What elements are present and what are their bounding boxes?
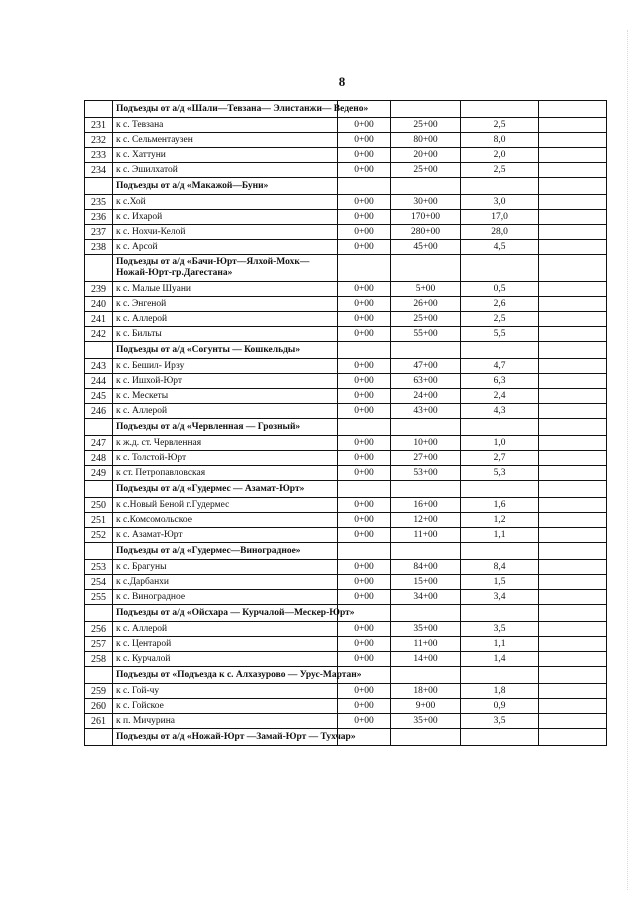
row-number xyxy=(85,729,113,746)
row-number: 241 xyxy=(85,312,113,327)
length-km xyxy=(461,178,539,195)
row-number xyxy=(85,342,113,359)
section-title: Подъезды от а/д «Бачи-Юрт—Ялхой-Мохк—Ножай-Юрт-гр.Дагестана» xyxy=(113,255,338,282)
scan-edge-marks xyxy=(627,30,634,890)
row-number: 234 xyxy=(85,163,113,178)
start-km: 0+00 xyxy=(338,652,391,667)
length-km: 1,8 xyxy=(461,684,539,699)
section-row xyxy=(85,543,607,560)
extra-cell xyxy=(539,605,607,622)
end-km: 26+00 xyxy=(391,297,461,312)
extra-cell xyxy=(539,543,607,560)
length-km: 2,5 xyxy=(461,118,539,133)
start-km: 0+00 xyxy=(338,560,391,575)
start-km: 0+00 xyxy=(338,684,391,699)
section-title: Подъезды от а/д «Ножай-Юрт —Замай-Юрт — Тухчар» xyxy=(113,729,338,746)
end-km: 10+00 xyxy=(391,436,461,451)
table-row xyxy=(85,225,607,240)
section-row xyxy=(85,419,607,436)
table-row xyxy=(85,210,607,225)
end-km: 55+00 xyxy=(391,327,461,342)
section-title: Подъезды от а/д «Согунты — Кошкельды» xyxy=(113,342,338,359)
section-row xyxy=(85,178,607,195)
start-km: 0+00 xyxy=(338,528,391,543)
section-title: Подъезды от а/д «Ойсхара — Курчалой—Мескер-Юрт» xyxy=(113,605,338,622)
road-name: к с. Виноградное xyxy=(113,590,338,605)
table-row xyxy=(85,374,607,389)
length-km: 5,3 xyxy=(461,466,539,481)
road-name: к п. Мичурина xyxy=(113,714,338,729)
start-km: 0+00 xyxy=(338,699,391,714)
end-km: 18+00 xyxy=(391,684,461,699)
length-km xyxy=(461,481,539,498)
table-row xyxy=(85,466,607,481)
start-km: 0+00 xyxy=(338,513,391,528)
row-number: 250 xyxy=(85,498,113,513)
end-km: 14+00 xyxy=(391,652,461,667)
length-km: 4,3 xyxy=(461,404,539,419)
row-number: 246 xyxy=(85,404,113,419)
extra-cell xyxy=(539,359,607,374)
extra-cell xyxy=(539,342,607,359)
start-km: 0+00 xyxy=(338,240,391,255)
length-km: 8,0 xyxy=(461,133,539,148)
length-km: 6,3 xyxy=(461,374,539,389)
table-row xyxy=(85,714,607,729)
length-km: 2,0 xyxy=(461,148,539,163)
length-km: 1,1 xyxy=(461,637,539,652)
end-km: 16+00 xyxy=(391,498,461,513)
row-number xyxy=(85,101,113,118)
section-title: Подъезды от а/д «Шали—Тевзана— Элистанжи— Ведено» xyxy=(113,101,338,118)
row-number: 251 xyxy=(85,513,113,528)
start-km: 0+00 xyxy=(338,163,391,178)
start-km: 0+00 xyxy=(338,133,391,148)
start-km: 0+00 xyxy=(338,210,391,225)
length-km: 4,7 xyxy=(461,359,539,374)
length-km xyxy=(461,419,539,436)
extra-cell xyxy=(539,714,607,729)
row-number: 242 xyxy=(85,327,113,342)
table-row xyxy=(85,240,607,255)
row-number: 245 xyxy=(85,389,113,404)
row-number: 255 xyxy=(85,590,113,605)
start-km: 0+00 xyxy=(338,436,391,451)
extra-cell xyxy=(539,210,607,225)
row-number xyxy=(85,178,113,195)
extra-cell xyxy=(539,466,607,481)
road-name: к с. Бильты xyxy=(113,327,338,342)
length-km: 3,0 xyxy=(461,195,539,210)
start-km: 0+00 xyxy=(338,389,391,404)
extra-cell xyxy=(539,404,607,419)
row-number xyxy=(85,419,113,436)
row-number: 260 xyxy=(85,699,113,714)
road-name: к с. Курчалой xyxy=(113,652,338,667)
row-number: 254 xyxy=(85,575,113,590)
end-km: 35+00 xyxy=(391,622,461,637)
section-row xyxy=(85,481,607,498)
extra-cell xyxy=(539,101,607,118)
end-km: 25+00 xyxy=(391,118,461,133)
section-row xyxy=(85,605,607,622)
table-row xyxy=(85,359,607,374)
table-row xyxy=(85,163,607,178)
row-number: 231 xyxy=(85,118,113,133)
end-km xyxy=(391,255,461,282)
table-row xyxy=(85,118,607,133)
extra-cell xyxy=(539,560,607,575)
length-km xyxy=(461,342,539,359)
length-km: 4,5 xyxy=(461,240,539,255)
length-km: 3,4 xyxy=(461,590,539,605)
end-km: 84+00 xyxy=(391,560,461,575)
row-number: 240 xyxy=(85,297,113,312)
end-km: 43+00 xyxy=(391,404,461,419)
extra-cell xyxy=(539,528,607,543)
start-km: 0+00 xyxy=(338,359,391,374)
extra-cell xyxy=(539,513,607,528)
start-km: 0+00 xyxy=(338,297,391,312)
roads-table-body xyxy=(85,101,607,746)
end-km: 11+00 xyxy=(391,528,461,543)
table-row xyxy=(85,528,607,543)
road-name: к ст. Петропавловская xyxy=(113,466,338,481)
end-km xyxy=(391,342,461,359)
end-km: 15+00 xyxy=(391,575,461,590)
row-number xyxy=(85,667,113,684)
extra-cell xyxy=(539,133,607,148)
length-km xyxy=(461,605,539,622)
road-name: к с. Энгеной xyxy=(113,297,338,312)
length-km: 3,5 xyxy=(461,714,539,729)
length-km: 2,6 xyxy=(461,297,539,312)
road-name: к с. Малые Шуани xyxy=(113,282,338,297)
extra-cell xyxy=(539,436,607,451)
road-name: к с. Ишхой-Юрт xyxy=(113,374,338,389)
extra-cell xyxy=(539,419,607,436)
road-name: к с. Толстой-Юрт xyxy=(113,451,338,466)
end-km: 25+00 xyxy=(391,163,461,178)
table-row xyxy=(85,404,607,419)
end-km: 24+00 xyxy=(391,389,461,404)
table-row xyxy=(85,133,607,148)
end-km: 47+00 xyxy=(391,359,461,374)
length-km: 0,5 xyxy=(461,282,539,297)
section-title: Подъезды от а/д «Гудермес—Виноградное» xyxy=(113,543,338,560)
section-title: Подъезды от а/д «Макажой—Буни» xyxy=(113,178,338,195)
length-km: 1,5 xyxy=(461,575,539,590)
end-km: 27+00 xyxy=(391,451,461,466)
start-km: 0+00 xyxy=(338,404,391,419)
start-km xyxy=(338,178,391,195)
road-name: к с. Гой-чу xyxy=(113,684,338,699)
start-km: 0+00 xyxy=(338,575,391,590)
extra-cell xyxy=(539,282,607,297)
length-km: 5,5 xyxy=(461,327,539,342)
end-km: 170+00 xyxy=(391,210,461,225)
road-name: к с. Эшилхатой xyxy=(113,163,338,178)
road-name: к с. Хаттуни xyxy=(113,148,338,163)
extra-cell xyxy=(539,255,607,282)
section-row xyxy=(85,729,607,746)
row-number: 253 xyxy=(85,560,113,575)
section-row xyxy=(85,255,607,282)
row-number: 249 xyxy=(85,466,113,481)
extra-cell xyxy=(539,118,607,133)
length-km xyxy=(461,667,539,684)
extra-cell xyxy=(539,684,607,699)
length-km: 2,4 xyxy=(461,389,539,404)
road-name: к с.Комсомольское xyxy=(113,513,338,528)
length-km: 8,4 xyxy=(461,560,539,575)
row-number: 257 xyxy=(85,637,113,652)
row-number: 236 xyxy=(85,210,113,225)
row-number: 237 xyxy=(85,225,113,240)
start-km: 0+00 xyxy=(338,282,391,297)
row-number: 252 xyxy=(85,528,113,543)
road-name: к с. Арсой xyxy=(113,240,338,255)
road-name: к ж.д. ст. Червленная xyxy=(113,436,338,451)
start-km xyxy=(338,419,391,436)
end-km: 9+00 xyxy=(391,699,461,714)
extra-cell xyxy=(539,652,607,667)
extra-cell xyxy=(539,374,607,389)
road-name: к с. Ихарой xyxy=(113,210,338,225)
table-row xyxy=(85,699,607,714)
end-km xyxy=(391,729,461,746)
section-row xyxy=(85,667,607,684)
end-km: 280+00 xyxy=(391,225,461,240)
length-km: 28,0 xyxy=(461,225,539,240)
extra-cell xyxy=(539,148,607,163)
section-title: Подъезды от а/д «Гудермес — Азамат-Юрт» xyxy=(113,481,338,498)
road-name: к с. Брагуны xyxy=(113,560,338,575)
table-row xyxy=(85,590,607,605)
start-km: 0+00 xyxy=(338,327,391,342)
extra-cell xyxy=(539,451,607,466)
row-number: 244 xyxy=(85,374,113,389)
row-number: 233 xyxy=(85,148,113,163)
end-km: 63+00 xyxy=(391,374,461,389)
length-km: 3,5 xyxy=(461,622,539,637)
extra-cell xyxy=(539,327,607,342)
table-row xyxy=(85,513,607,528)
start-km xyxy=(338,481,391,498)
table-row xyxy=(85,436,607,451)
start-km: 0+00 xyxy=(338,590,391,605)
table-row xyxy=(85,327,607,342)
start-km: 0+00 xyxy=(338,498,391,513)
start-km: 0+00 xyxy=(338,374,391,389)
extra-cell xyxy=(539,498,607,513)
table-row xyxy=(85,622,607,637)
extra-cell xyxy=(539,240,607,255)
section-title: Подъезды от а/д «Червленная — Грозный» xyxy=(113,419,338,436)
road-name: к с. Азамат-Юрт xyxy=(113,528,338,543)
table-row xyxy=(85,637,607,652)
start-km: 0+00 xyxy=(338,637,391,652)
end-km: 25+00 xyxy=(391,312,461,327)
start-km xyxy=(338,255,391,282)
road-name: к с. Аллерой xyxy=(113,404,338,419)
row-number xyxy=(85,481,113,498)
table-row xyxy=(85,575,607,590)
end-km: 45+00 xyxy=(391,240,461,255)
length-km xyxy=(461,729,539,746)
length-km: 1,1 xyxy=(461,528,539,543)
row-number: 232 xyxy=(85,133,113,148)
road-name: к с. Центарой xyxy=(113,637,338,652)
table-row xyxy=(85,282,607,297)
section-title: Подъезды от «Подъезда к с. Алхазурово — Урус-Мартан» xyxy=(113,667,338,684)
table-row xyxy=(85,498,607,513)
end-km xyxy=(391,101,461,118)
extra-cell xyxy=(539,590,607,605)
end-km xyxy=(391,667,461,684)
extra-cell xyxy=(539,163,607,178)
road-name: к с.Дарбанхи xyxy=(113,575,338,590)
row-number: 248 xyxy=(85,451,113,466)
road-name: к с. Аллерой xyxy=(113,622,338,637)
road-name: к с.Хой xyxy=(113,195,338,210)
row-number: 258 xyxy=(85,652,113,667)
end-km: 80+00 xyxy=(391,133,461,148)
extra-cell xyxy=(539,178,607,195)
row-number: 259 xyxy=(85,684,113,699)
table-row xyxy=(85,312,607,327)
start-km: 0+00 xyxy=(338,225,391,240)
table-row xyxy=(85,389,607,404)
length-km: 2,5 xyxy=(461,163,539,178)
length-km: 0,9 xyxy=(461,699,539,714)
end-km: 20+00 xyxy=(391,148,461,163)
row-number: 247 xyxy=(85,436,113,451)
start-km: 0+00 xyxy=(338,195,391,210)
page-number: 8 xyxy=(338,74,346,89)
end-km: 12+00 xyxy=(391,513,461,528)
section-row xyxy=(85,342,607,359)
end-km: 53+00 xyxy=(391,466,461,481)
row-number: 261 xyxy=(85,714,113,729)
table-row xyxy=(85,684,607,699)
end-km xyxy=(391,419,461,436)
row-number: 238 xyxy=(85,240,113,255)
extra-cell xyxy=(539,637,607,652)
start-km: 0+00 xyxy=(338,714,391,729)
end-km: 34+00 xyxy=(391,590,461,605)
row-number: 256 xyxy=(85,622,113,637)
length-km: 2,5 xyxy=(461,312,539,327)
start-km: 0+00 xyxy=(338,451,391,466)
road-name: к с. Тевзана xyxy=(113,118,338,133)
road-name: к с. Сельментаузен xyxy=(113,133,338,148)
extra-cell xyxy=(539,667,607,684)
length-km: 1,6 xyxy=(461,498,539,513)
start-km xyxy=(338,543,391,560)
length-km: 2,7 xyxy=(461,451,539,466)
start-km: 0+00 xyxy=(338,622,391,637)
road-name: к с. Бешил- Ирзу xyxy=(113,359,338,374)
start-km: 0+00 xyxy=(338,148,391,163)
start-km xyxy=(338,342,391,359)
extra-cell xyxy=(539,195,607,210)
extra-cell xyxy=(539,297,607,312)
end-km xyxy=(391,481,461,498)
extra-cell xyxy=(539,312,607,327)
start-km: 0+00 xyxy=(338,466,391,481)
row-number xyxy=(85,605,113,622)
row-number xyxy=(85,543,113,560)
end-km: 5+00 xyxy=(391,282,461,297)
row-number: 235 xyxy=(85,195,113,210)
row-number xyxy=(85,255,113,282)
length-km: 1,2 xyxy=(461,513,539,528)
row-number: 243 xyxy=(85,359,113,374)
extra-cell xyxy=(539,389,607,404)
extra-cell xyxy=(539,481,607,498)
road-name: к с. Аллерой xyxy=(113,312,338,327)
start-km: 0+00 xyxy=(338,312,391,327)
end-km xyxy=(391,543,461,560)
table-row xyxy=(85,652,607,667)
table-row xyxy=(85,560,607,575)
road-name: к с. Нохчи-Келой xyxy=(113,225,338,240)
road-name: к с. Мескеты xyxy=(113,389,338,404)
end-km: 30+00 xyxy=(391,195,461,210)
extra-cell xyxy=(539,729,607,746)
end-km: 35+00 xyxy=(391,714,461,729)
road-name: к с.Новый Беной г.Гудермес xyxy=(113,498,338,513)
end-km xyxy=(391,605,461,622)
extra-cell xyxy=(539,575,607,590)
extra-cell xyxy=(539,699,607,714)
extra-cell xyxy=(539,622,607,637)
length-km: 17,0 xyxy=(461,210,539,225)
start-km: 0+00 xyxy=(338,118,391,133)
table-row xyxy=(85,297,607,312)
end-km: 11+00 xyxy=(391,637,461,652)
row-number: 239 xyxy=(85,282,113,297)
road-name: к с. Гойское xyxy=(113,699,338,714)
end-km xyxy=(391,178,461,195)
table-row xyxy=(85,195,607,210)
roads-table xyxy=(84,100,607,746)
section-row xyxy=(85,101,607,118)
length-km xyxy=(461,255,539,282)
length-km xyxy=(461,101,539,118)
extra-cell xyxy=(539,225,607,240)
length-km: 1,0 xyxy=(461,436,539,451)
table-row xyxy=(85,148,607,163)
table-row xyxy=(85,451,607,466)
length-km xyxy=(461,543,539,560)
length-km: 1,4 xyxy=(461,652,539,667)
